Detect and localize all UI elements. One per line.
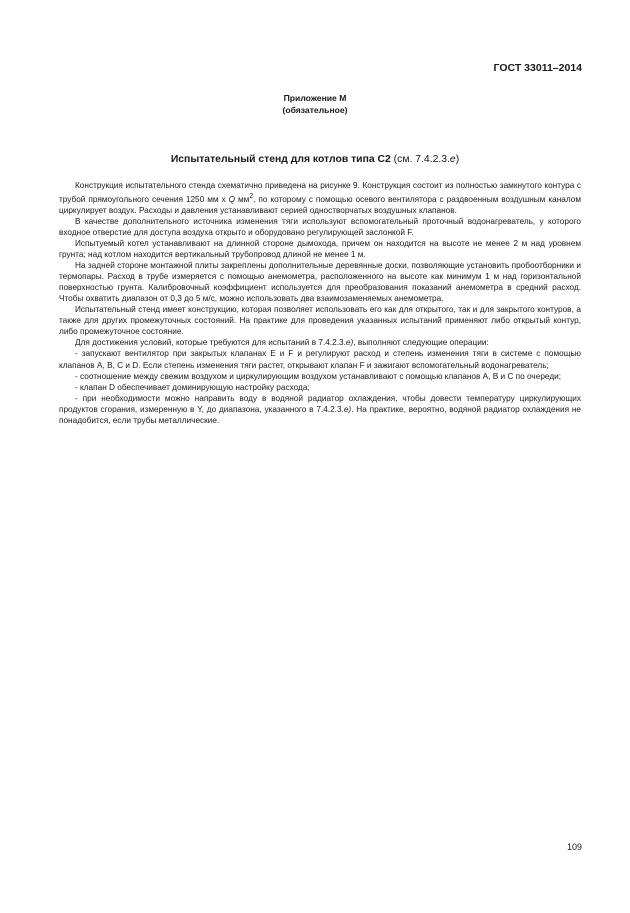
heading-ref-pre: (см. 7.4.2.3. xyxy=(390,154,450,165)
list-item: - при необходимости можно направить воду в водяной радиатор охлаждения, чтобы довести температуру циркулирующих продуктов сгорания, измеренную в Y, до диапазона, указанного в 7.4.2.3.е). На практике, вероятно, водяной радиатор охлаждения не понадобится, если трубы металлические. xyxy=(59,393,581,425)
list-item: - запускают вентилятор при закрытых клапанах Е и F и регулируют расход и степень изменения тяги в системе с помощью клапанов А, В, С и D. Если степень изменения тяги растет, открывают клапан F и зажигают вспомогательный водонагреватель; xyxy=(59,349,581,370)
annex-type: (обязательное) xyxy=(282,105,348,115)
standard-number: ГОСТ 33011–2014 xyxy=(493,62,582,74)
list-item: - соотношение между свежим воздухом и циркулирующим воздухом устанавливают с помощью клапанов А, В и С по очереди; xyxy=(75,371,562,381)
heading-ref-post: ) xyxy=(455,154,460,165)
body-text xyxy=(59,180,581,426)
page-number: 109 xyxy=(566,842,582,852)
paragraph: В качестве дополнительного источника изменения тяги используют вспомогательный проточный водонагреватель, у которого входное отверстие для доступа воздуха открыто и оборудовано регулирующей заслонкой F. xyxy=(59,216,581,237)
paragraph: Конструкция испытательного стенда схематично приведена на рисунке 9. Конструкция состоит из полностью замкнутого контура с трубой прямоугольного сечения 1250 мм х Q $мм^2$, по которому с помощью осевого вентилятора с раздвоенным воздушным каналом циркулирует воздух. Расходы и давления устанавливают серией одностворчатых воздушных клапанов. xyxy=(59,181,582,215)
paragraph: Испытательный стенд имеет конструкцию, которая позволяет использовать его как для открытого, так и для закрытого контуров, а также для других промежуточных состояний. На практике для проведения указанных испытаний применяют либо открытый контур, либо промежуточное состояние. xyxy=(59,305,581,337)
heading-title: Испытательный стенд для котлов типа С2 xyxy=(170,154,391,165)
annex-title: Приложение М xyxy=(283,93,347,103)
section-heading xyxy=(0,154,630,165)
paragraph: На задней стороне монтажной плиты закреплены дополнительные деревянные доски, позволяющие установить пробоотборники и термопары. Расход в трубе измеряется с помощью анемометра, расположенного на высоте как минимум 1 м над горизонтальной поверхностью грунта. Калибровочный коэффициент используется для преобразования показаний анемометра в средний расход. Чтобы охватить диапазон от 0,3 до 5 м/с, можно использовать два взаимозаменяемых анемометра. xyxy=(59,261,581,304)
annex-block xyxy=(0,92,630,116)
paragraph: Для достижения условий, которые требуются для испытаний в 7.4.2.3.е), выполняют следующие операции: xyxy=(75,338,489,348)
paragraph: Испытуемый котел устанавливают на длинной стороне дымохода, причем он находится на высоте не менее 2 м над уровнем грунта; над котлом находится вертикальный трубопровод длиной не менее 1 м. xyxy=(59,238,581,260)
heading-ref-italic: е xyxy=(449,154,456,165)
list-item: - клапан D обеспечивает доминирующую настройку расхода; xyxy=(75,382,310,392)
